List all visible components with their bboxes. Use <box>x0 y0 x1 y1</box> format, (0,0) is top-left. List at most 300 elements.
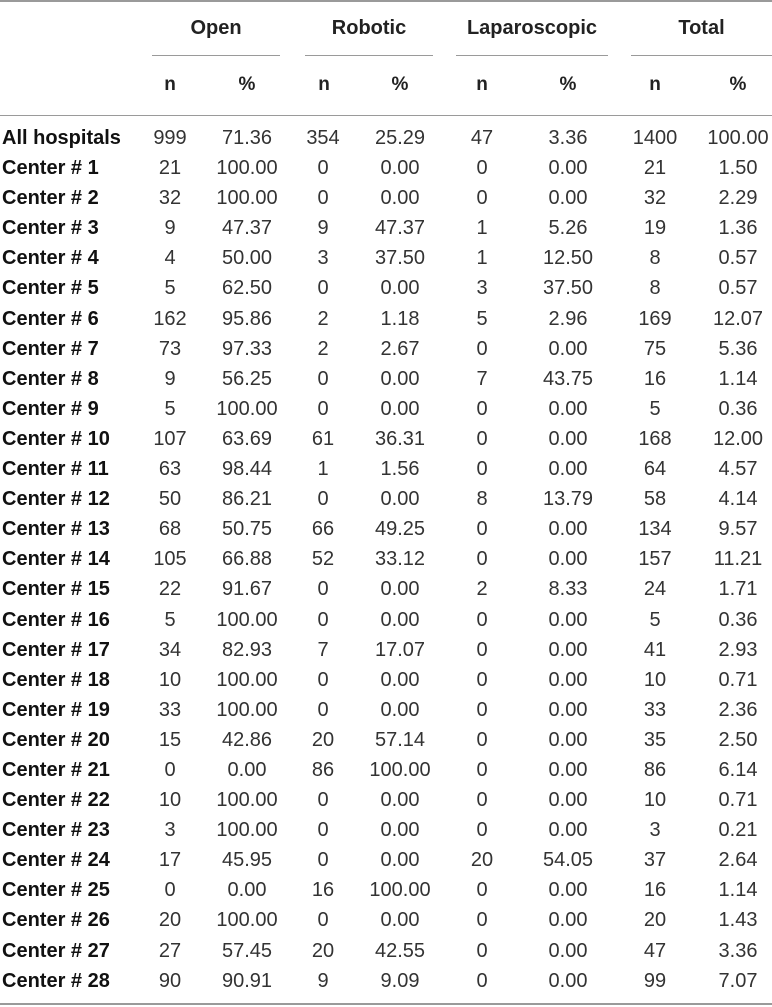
cell-total-n: 5 <box>649 608 661 631</box>
cell-total-n: 169 <box>638 307 672 330</box>
cell-open-n: 32 <box>158 187 182 210</box>
table-row <box>0 725 772 755</box>
cell-total-pct: 100.00 <box>707 127 769 149</box>
cell-total-pct: 2.29 <box>718 187 758 210</box>
cell-laparoscopic-pct: 0.00 <box>548 819 588 842</box>
cell-total-n: 157 <box>638 548 672 571</box>
cell-laparoscopic-pct: 0.00 <box>548 337 588 360</box>
cell-open-pct: 100.00 <box>216 608 278 631</box>
cell-open-pct: 0.00 <box>227 758 267 781</box>
table-row <box>0 574 772 604</box>
cell-robotic-pct: 36.31 <box>374 427 426 450</box>
table-row <box>0 394 772 424</box>
table-row <box>0 123 772 153</box>
cell-robotic-n: 52 <box>311 548 335 571</box>
cell-laparoscopic-pct: 0.00 <box>548 698 588 721</box>
cell-open-pct: 100.00 <box>216 668 278 691</box>
cell-robotic-n: 0 <box>317 789 329 812</box>
row-label: Center # 6 <box>2 307 99 330</box>
row-label: Center # 13 <box>2 518 110 541</box>
cell-total-pct: 0.36 <box>718 608 758 631</box>
cell-total-pct: 0.57 <box>718 247 758 270</box>
cell-laparoscopic-n: 0 <box>476 789 488 812</box>
cell-laparoscopic-n: 0 <box>476 879 488 902</box>
cell-robotic-n: 3 <box>317 247 329 270</box>
table-row <box>0 695 772 725</box>
cell-open-n: 63 <box>158 458 182 481</box>
table-body <box>0 123 772 996</box>
cell-laparoscopic-pct: 2.96 <box>548 307 588 330</box>
cell-laparoscopic-n: 0 <box>476 698 488 721</box>
cell-robotic-pct: 100.00 <box>369 758 431 781</box>
cell-laparoscopic-pct: 0.00 <box>548 427 588 450</box>
cell-open-pct: 42.86 <box>221 728 273 751</box>
cell-total-pct: 0.71 <box>718 789 758 812</box>
cell-laparoscopic-pct: 0.00 <box>548 668 588 691</box>
cell-open-n: 3 <box>164 819 176 842</box>
row-label: Center # 22 <box>2 789 110 812</box>
cell-total-n: 20 <box>643 909 667 932</box>
row-label: Center # 27 <box>2 939 110 962</box>
cell-open-n: 9 <box>164 367 176 390</box>
cell-laparoscopic-pct: 0.00 <box>548 789 588 812</box>
cell-robotic-pct: 100.00 <box>369 879 431 902</box>
cell-open-n: 0 <box>164 879 176 902</box>
cell-robotic-pct: 33.12 <box>374 548 426 571</box>
cell-laparoscopic-pct: 0.00 <box>548 728 588 751</box>
cell-laparoscopic-n: 2 <box>476 578 488 601</box>
cell-total-pct: 9.57 <box>718 518 758 541</box>
cell-laparoscopic-pct: 37.50 <box>542 277 594 300</box>
cell-total-n: 32 <box>643 187 667 210</box>
table-row <box>0 875 772 905</box>
cell-laparoscopic-pct: 0.00 <box>548 758 588 781</box>
cell-laparoscopic-pct: 13.79 <box>542 488 594 511</box>
cell-robotic-n: 0 <box>317 668 329 691</box>
cell-robotic-pct: 0.00 <box>380 608 420 631</box>
row-label: Center # 25 <box>2 879 110 902</box>
cell-robotic-n: 0 <box>317 157 329 180</box>
cell-total-pct: 0.21 <box>718 819 758 842</box>
cell-total-pct: 1.14 <box>718 367 758 390</box>
cell-total-pct: 12.07 <box>712 307 764 330</box>
cell-open-pct: 98.44 <box>221 458 273 481</box>
cell-total-n: 1400 <box>632 127 678 149</box>
cell-open-n: 17 <box>158 849 182 872</box>
group-underline-open <box>152 55 280 56</box>
cell-open-pct: 56.25 <box>221 367 273 390</box>
cell-open-pct: 66.88 <box>221 548 273 571</box>
row-label: Center # 14 <box>2 548 110 571</box>
table-row <box>0 755 772 785</box>
row-label: Center # 16 <box>2 608 110 631</box>
subheader-total-pct: % <box>729 74 747 95</box>
row-label: Center # 7 <box>2 337 99 360</box>
cell-total-n: 10 <box>643 789 667 812</box>
cell-total-pct: 2.93 <box>718 638 758 661</box>
table-row <box>0 966 772 996</box>
cell-open-n: 73 <box>158 337 182 360</box>
cell-robotic-n: 86 <box>311 758 335 781</box>
cell-open-pct: 100.00 <box>216 909 278 932</box>
cell-robotic-n: 2 <box>317 337 329 360</box>
cell-open-n: 9 <box>164 217 176 240</box>
table-row <box>0 665 772 695</box>
cell-total-pct: 0.71 <box>718 668 758 691</box>
cell-robotic-pct: 17.07 <box>374 638 426 661</box>
cell-laparoscopic-pct: 54.05 <box>542 849 594 872</box>
cell-total-n: 19 <box>643 217 667 240</box>
cell-total-n: 168 <box>638 427 672 450</box>
row-label: Center # 21 <box>2 758 110 781</box>
cell-open-pct: 47.37 <box>221 217 273 240</box>
cell-open-pct: 100.00 <box>216 187 278 210</box>
table-row <box>0 153 772 183</box>
cell-robotic-pct: 0.00 <box>380 668 420 691</box>
cell-laparoscopic-pct: 0.00 <box>548 397 588 420</box>
cell-open-n: 5 <box>164 608 176 631</box>
cell-total-n: 8 <box>649 247 661 270</box>
row-label: Center # 1 <box>2 157 99 180</box>
cell-robotic-pct: 49.25 <box>374 518 426 541</box>
row-label: Center # 28 <box>2 969 110 992</box>
row-label: Center # 18 <box>2 668 110 691</box>
cell-total-n: 3 <box>649 819 661 842</box>
cell-robotic-n: 0 <box>317 578 329 601</box>
cell-open-pct: 63.69 <box>221 427 273 450</box>
cell-total-n: 5 <box>649 397 661 420</box>
cell-laparoscopic-pct: 0.00 <box>548 969 588 992</box>
row-label: Center # 5 <box>2 277 99 300</box>
cell-laparoscopic-pct: 0.00 <box>548 458 588 481</box>
cell-robotic-pct: 0.00 <box>380 187 420 210</box>
cell-open-n: 105 <box>153 548 187 571</box>
cell-robotic-pct: 42.55 <box>374 939 426 962</box>
cell-total-n: 86 <box>643 758 667 781</box>
cell-total-n: 41 <box>643 638 667 661</box>
cell-laparoscopic-n: 0 <box>476 969 488 992</box>
cell-open-n: 0 <box>164 758 176 781</box>
cell-laparoscopic-n: 5 <box>476 307 488 330</box>
cell-laparoscopic-pct: 0.00 <box>548 939 588 962</box>
cell-open-pct: 82.93 <box>221 638 273 661</box>
cell-total-n: 75 <box>643 337 667 360</box>
cell-robotic-n: 0 <box>317 397 329 420</box>
cell-laparoscopic-n: 0 <box>476 518 488 541</box>
cell-open-pct: 100.00 <box>216 789 278 812</box>
row-label: Center # 12 <box>2 488 110 511</box>
cell-open-pct: 86.21 <box>221 488 273 511</box>
cell-robotic-pct: 0.00 <box>380 578 420 601</box>
cell-robotic-n: 1 <box>317 458 329 481</box>
cell-total-pct: 1.50 <box>718 157 758 180</box>
cell-open-n: 90 <box>158 969 182 992</box>
row-label: Center # 11 <box>2 458 109 481</box>
table-row <box>0 936 772 966</box>
cell-laparoscopic-n: 0 <box>476 758 488 781</box>
cell-laparoscopic-pct: 8.33 <box>548 578 588 601</box>
table-row <box>0 334 772 364</box>
subheader-open-pct: % <box>238 74 256 95</box>
group-underline-robotic <box>305 55 433 56</box>
cell-open-n: 27 <box>158 939 182 962</box>
cell-laparoscopic-n: 0 <box>476 608 488 631</box>
cell-robotic-pct: 0.00 <box>380 819 420 842</box>
cell-robotic-pct: 0.00 <box>380 367 420 390</box>
cell-robotic-pct: 37.50 <box>374 247 426 270</box>
cell-total-pct: 0.36 <box>718 397 758 420</box>
table-row <box>0 243 772 273</box>
subheader-laparoscopic-n: n <box>476 74 488 95</box>
cell-open-n: 68 <box>158 518 182 541</box>
cell-open-n: 21 <box>158 157 182 180</box>
cell-robotic-n: 0 <box>317 698 329 721</box>
table-row <box>0 605 772 635</box>
cell-laparoscopic-n: 1 <box>476 217 488 240</box>
cell-robotic-pct: 0.00 <box>380 488 420 511</box>
table-row <box>0 484 772 514</box>
cell-robotic-pct: 0.00 <box>380 277 420 300</box>
cell-total-pct: 7.07 <box>718 969 758 992</box>
cell-robotic-pct: 9.09 <box>380 969 420 992</box>
table-row <box>0 183 772 213</box>
cell-laparoscopic-pct: 0.00 <box>548 608 588 631</box>
row-label: Center # 8 <box>2 367 99 390</box>
cell-robotic-n: 7 <box>317 638 329 661</box>
cell-total-pct: 4.57 <box>718 458 758 481</box>
cell-total-n: 64 <box>643 458 667 481</box>
row-label: Center # 3 <box>2 217 99 240</box>
cell-open-pct: 50.00 <box>221 247 273 270</box>
cell-total-n: 16 <box>643 367 667 390</box>
cell-robotic-n: 0 <box>317 187 329 210</box>
cell-robotic-n: 66 <box>311 518 335 541</box>
cell-total-n: 10 <box>643 668 667 691</box>
cell-open-pct: 95.86 <box>221 307 273 330</box>
cell-laparoscopic-n: 0 <box>476 337 488 360</box>
cell-total-pct: 2.64 <box>718 849 758 872</box>
cell-total-n: 8 <box>649 277 661 300</box>
cell-laparoscopic-n: 0 <box>476 939 488 962</box>
cell-laparoscopic-n: 1 <box>476 247 488 270</box>
cell-open-n: 15 <box>158 728 182 751</box>
cell-robotic-n: 61 <box>311 427 335 450</box>
cell-robotic-n: 9 <box>317 217 329 240</box>
cell-robotic-n: 2 <box>317 307 329 330</box>
group-underline-total <box>631 55 772 56</box>
cell-open-pct: 62.50 <box>221 277 273 300</box>
cell-laparoscopic-n: 0 <box>476 668 488 691</box>
row-label: Center # 23 <box>2 819 110 842</box>
cell-laparoscopic-pct: 5.26 <box>548 217 588 240</box>
cell-total-pct: 1.43 <box>718 909 758 932</box>
cell-robotic-pct: 1.56 <box>380 458 420 481</box>
cell-total-pct: 3.36 <box>718 939 758 962</box>
cell-robotic-n: 20 <box>311 728 335 751</box>
group-underline-laparoscopic <box>456 55 608 56</box>
cell-total-n: 58 <box>643 488 667 511</box>
table-top-rule <box>0 0 772 2</box>
cell-total-n: 24 <box>643 578 667 601</box>
cell-open-pct: 100.00 <box>216 819 278 842</box>
cell-robotic-n: 0 <box>317 608 329 631</box>
cell-total-n: 99 <box>643 969 667 992</box>
table-row <box>0 213 772 243</box>
cell-robotic-pct: 0.00 <box>380 909 420 932</box>
cell-total-pct: 12.00 <box>712 427 764 450</box>
cell-robotic-n: 354 <box>306 127 340 149</box>
cell-laparoscopic-n: 20 <box>470 849 494 872</box>
cell-total-pct: 1.14 <box>718 879 758 902</box>
cell-total-n: 37 <box>643 849 667 872</box>
cell-laparoscopic-pct: 0.00 <box>548 879 588 902</box>
cell-total-n: 16 <box>643 879 667 902</box>
cell-laparoscopic-pct: 0.00 <box>548 909 588 932</box>
row-label: Center # 4 <box>2 247 99 270</box>
cell-laparoscopic-n: 0 <box>476 728 488 751</box>
cell-total-n: 134 <box>638 518 672 541</box>
group-header-open: Open <box>190 17 242 39</box>
cell-laparoscopic-n: 0 <box>476 909 488 932</box>
cell-open-n: 999 <box>153 127 187 149</box>
table-row <box>0 635 772 665</box>
row-label: Center # 26 <box>2 909 110 932</box>
cell-laparoscopic-n: 0 <box>476 397 488 420</box>
table-row <box>0 544 772 574</box>
row-label: Center # 17 <box>2 638 110 661</box>
table-bottom-rule <box>0 1003 772 1005</box>
row-label: Center # 2 <box>2 187 99 210</box>
cell-open-n: 34 <box>158 638 182 661</box>
cell-laparoscopic-n: 0 <box>476 458 488 481</box>
cell-open-n: 20 <box>158 909 182 932</box>
header-separator <box>0 115 772 116</box>
cell-laparoscopic-pct: 3.36 <box>548 127 588 149</box>
cell-open-n: 5 <box>164 397 176 420</box>
cell-total-n: 35 <box>643 728 667 751</box>
row-label: Center # 20 <box>2 728 110 751</box>
cell-open-pct: 100.00 <box>216 397 278 420</box>
row-label: All hospitals <box>2 127 121 149</box>
cell-total-pct: 11.21 <box>713 548 763 571</box>
table-row <box>0 454 772 484</box>
table-row <box>0 424 772 454</box>
cell-open-pct: 100.00 <box>216 157 278 180</box>
cell-robotic-pct: 1.18 <box>380 307 420 330</box>
cell-robotic-n: 0 <box>317 819 329 842</box>
cell-robotic-pct: 0.00 <box>380 397 420 420</box>
table-row <box>0 905 772 935</box>
table-row <box>0 273 772 303</box>
table-row <box>0 364 772 394</box>
cell-total-pct: 2.50 <box>718 728 758 751</box>
cell-open-n: 5 <box>164 277 176 300</box>
cell-open-pct: 71.36 <box>221 127 273 149</box>
row-label: Center # 9 <box>2 397 99 420</box>
cell-robotic-n: 16 <box>311 879 335 902</box>
cell-laparoscopic-pct: 0.00 <box>548 638 588 661</box>
cell-robotic-pct: 0.00 <box>380 849 420 872</box>
cell-robotic-n: 0 <box>317 488 329 511</box>
cell-open-pct: 45.95 <box>221 849 273 872</box>
cell-robotic-pct: 25.29 <box>374 127 426 149</box>
cell-robotic-n: 0 <box>317 909 329 932</box>
cell-open-n: 10 <box>158 789 182 812</box>
subheader-open-n: n <box>164 74 176 95</box>
cell-total-pct: 5.36 <box>718 337 758 360</box>
cell-laparoscopic-n: 8 <box>476 488 488 511</box>
cell-open-n: 4 <box>164 247 176 270</box>
cell-total-pct: 0.57 <box>718 277 758 300</box>
cell-laparoscopic-n: 0 <box>476 157 488 180</box>
cell-total-pct: 1.71 <box>718 578 758 601</box>
cell-robotic-n: 0 <box>317 277 329 300</box>
cell-laparoscopic-pct: 0.00 <box>548 187 588 210</box>
cell-laparoscopic-n: 0 <box>476 819 488 842</box>
cell-laparoscopic-n: 3 <box>476 277 488 300</box>
cell-robotic-n: 9 <box>317 969 329 992</box>
cell-open-n: 22 <box>158 578 182 601</box>
cell-open-n: 162 <box>153 307 187 330</box>
cell-total-pct: 2.36 <box>718 698 758 721</box>
cell-total-n: 47 <box>643 939 667 962</box>
cell-laparoscopic-n: 0 <box>476 548 488 571</box>
cell-total-pct: 1.36 <box>718 217 758 240</box>
cell-laparoscopic-pct: 0.00 <box>548 548 588 571</box>
table-row <box>0 785 772 815</box>
cell-total-pct: 4.14 <box>718 488 758 511</box>
cell-laparoscopic-n: 0 <box>476 427 488 450</box>
cell-open-pct: 100.00 <box>216 698 278 721</box>
subheader-robotic-n: n <box>318 74 330 95</box>
cell-robotic-pct: 0.00 <box>380 157 420 180</box>
cell-robotic-n: 0 <box>317 367 329 390</box>
cell-total-n: 21 <box>643 157 667 180</box>
cell-robotic-pct: 0.00 <box>380 698 420 721</box>
cell-open-pct: 97.33 <box>221 337 273 360</box>
group-header-total: Total <box>678 17 725 39</box>
cell-open-n: 33 <box>158 698 182 721</box>
row-label: Center # 19 <box>2 698 110 721</box>
row-label: Center # 24 <box>2 849 110 872</box>
group-header-laparoscopic: Laparoscopic <box>466 17 598 39</box>
cell-total-pct: 6.14 <box>718 758 758 781</box>
cell-laparoscopic-n: 47 <box>470 127 494 149</box>
cell-laparoscopic-pct: 43.75 <box>542 367 594 390</box>
cell-laparoscopic-pct: 12.50 <box>542 247 594 270</box>
cell-laparoscopic-n: 7 <box>476 367 488 390</box>
cell-robotic-n: 0 <box>317 849 329 872</box>
row-label: Center # 15 <box>2 578 110 601</box>
cell-open-n: 107 <box>153 427 187 450</box>
cell-open-n: 10 <box>158 668 182 691</box>
cell-robotic-pct: 0.00 <box>380 789 420 812</box>
cell-open-n: 50 <box>158 488 182 511</box>
cell-open-pct: 50.75 <box>221 518 273 541</box>
cell-open-pct: 90.91 <box>221 969 273 992</box>
cell-robotic-pct: 57.14 <box>374 728 426 751</box>
cell-open-pct: 91.67 <box>221 578 273 601</box>
table-row <box>0 514 772 544</box>
cell-robotic-n: 20 <box>311 939 335 962</box>
table-row <box>0 845 772 875</box>
cell-robotic-pct: 47.37 <box>374 217 426 240</box>
cell-total-n: 33 <box>643 698 667 721</box>
subheader-total-n: n <box>649 74 661 95</box>
cell-open-pct: 57.45 <box>221 939 273 962</box>
cell-open-pct: 0.00 <box>227 879 267 902</box>
cell-laparoscopic-pct: 0.00 <box>548 157 588 180</box>
